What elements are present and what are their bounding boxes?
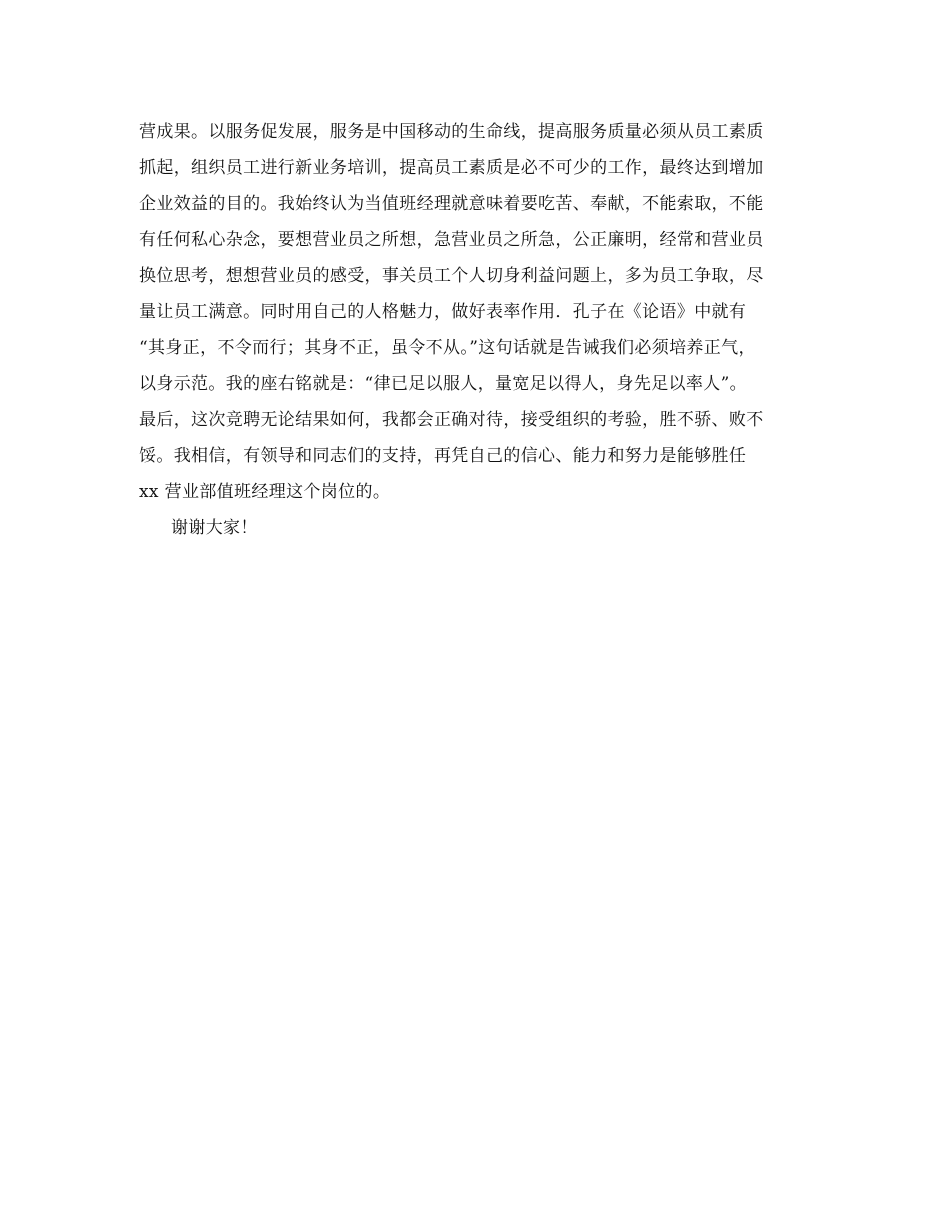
- paragraph-line-5: 换位思考，想想营业员的感受，事关员工个人切身利益问题上，多为员工争取，尽: [139, 266, 764, 286]
- closing-thanks: 谢谢大家！: [171, 518, 258, 538]
- speech-body: [139, 114, 839, 546]
- paragraph-line-8: 以身示范。我的座右铭就是：“律已足以服人，量宽足以得人，身先足以率人”。: [139, 374, 747, 394]
- paragraph-line-7: “其身正，不令而行；其身不正，虽令不从。”这句话就是告诫我们必须培养正气，: [139, 338, 756, 358]
- paragraph-line-4: 有任何私心杂念，要想营业员之所想，急营业员之所急，公正廉明，经常和营业员: [139, 230, 764, 250]
- paragraph-line-1: 营成果。以服务促发展，服务是中国移动的生命线，提高服务质量必须从员工素质: [139, 122, 764, 142]
- paragraph-line-9: 最后，这次竞聘无论结果如何，我都会正确对待，接受组织的考验，胜不骄、败不: [139, 410, 764, 430]
- paragraph-line-6: 量让员工满意。同时用自己的人格魅力，做好表率作用．孔子在《论语》中就有: [139, 302, 747, 322]
- paragraph-line-2: 抓起，组织员工进行新业务培训，提高员工素质是必不可少的工作，最终达到增加: [139, 158, 764, 178]
- paragraph-line-11: xx 营业部值班经理这个岗位的。: [139, 482, 391, 502]
- paragraph-line-10: 馁。我相信，有领导和同志们的支持，再凭自己的信心、能力和努力是能够胜任: [139, 446, 747, 466]
- paragraph-line-3: 企业效益的目的。我始终认为当值班经理就意味着要吃苦、奉献，不能索取，不能: [139, 194, 764, 214]
